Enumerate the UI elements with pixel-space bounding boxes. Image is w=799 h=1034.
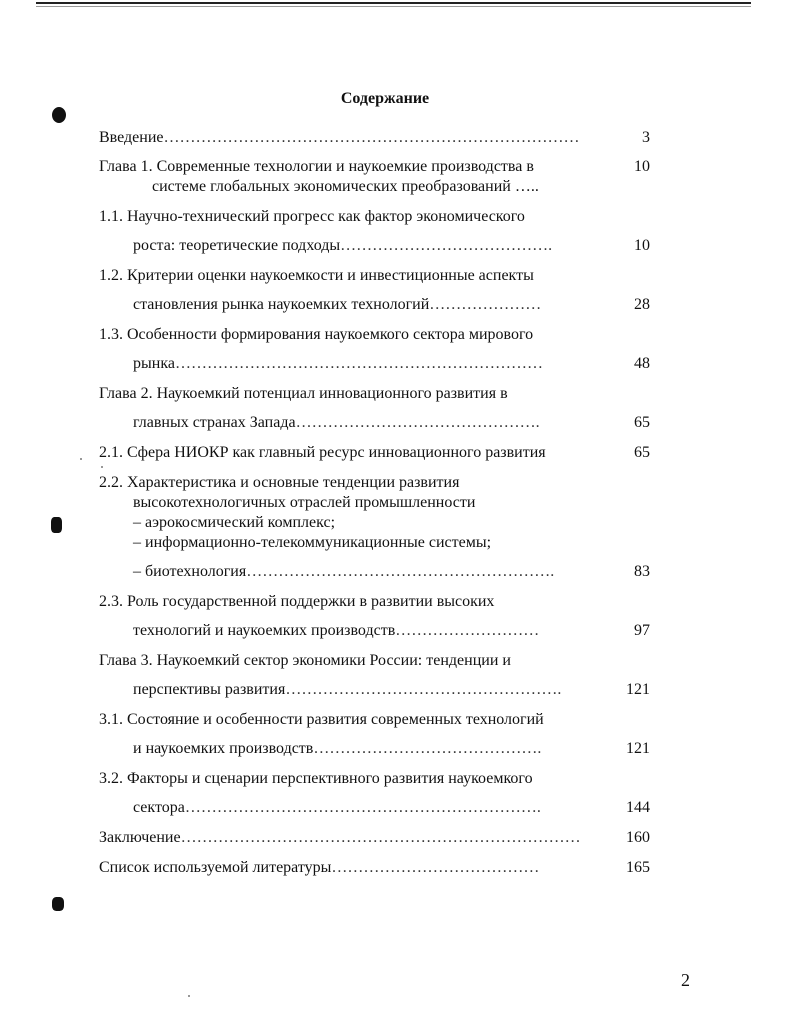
- scan-speck: [80, 458, 82, 460]
- toc-entry-line: 3.2. Факторы и сценарии перспективного развития наукоемкого: [99, 770, 533, 787]
- toc-entry-line: 3.1. Состояние и особенности развития современных технологий: [99, 711, 544, 728]
- toc-page-number: 65: [634, 414, 650, 431]
- toc-entry-line: главных странах Запада……………………………………….: [133, 414, 540, 431]
- toc-entry-line: становления рынка наукоемких технологий…………………: [133, 296, 542, 313]
- scan-hole-mark: [52, 107, 66, 123]
- top-border-line-thin: [36, 6, 751, 7]
- toc-entry-line: 1.3. Особенности формирования наукоемкого сектора мирового: [99, 326, 534, 343]
- toc-page-number: 10: [634, 237, 650, 254]
- toc-entry-line: Глава 3. Наукоемкий сектор экономики России: тенденции и: [99, 652, 511, 669]
- toc-page-number: 3: [642, 129, 650, 146]
- toc-entry-line: – информационно-телекоммуникационные системы;: [133, 534, 492, 551]
- toc-entry-line: – биотехнология………………………………………………….: [133, 563, 555, 580]
- toc-page-number: 48: [634, 355, 650, 372]
- toc-entry-line: Глава 2. Наукоемкий потенциал инновационного развития в: [99, 385, 508, 402]
- toc-entry-line: технологий и наукоемких производств………………………: [133, 622, 540, 639]
- toc-entry-line: высокотехнологичных отраслей промышленности: [133, 494, 476, 511]
- toc-entry-line: Список используемой литературы…………………………………: [99, 859, 540, 876]
- toc-entry-line: сектора………………………………………………………….: [133, 799, 541, 816]
- toc-entry-line: 2.2. Характеристика и основные тенденции развития: [99, 474, 460, 491]
- scan-hole-mark: [51, 517, 62, 533]
- toc-page-number: 83: [634, 563, 650, 580]
- toc-page-number: 165: [626, 859, 650, 876]
- toc-page-number: 97: [634, 622, 650, 639]
- toc-entry-line: Введение……………………………………………………………………: [99, 129, 580, 146]
- toc-entry-line: 1.1. Научно-технический прогресс как фактор экономического: [99, 208, 525, 225]
- toc-entry-line: системе глобальных экономических преобразований …..: [152, 178, 539, 195]
- toc-entry-line: 2.3. Роль государственной поддержки в развитии высоких: [99, 593, 495, 610]
- scan-speck: [101, 466, 103, 468]
- toc-entry-line: и наукоемких производств…………………………………….: [133, 740, 542, 757]
- toc-page-number: 28: [634, 296, 650, 313]
- scan-speck: [188, 995, 190, 997]
- page-number: 2: [681, 970, 690, 990]
- toc-entry-line: рынка……………………………………………………………: [133, 355, 543, 372]
- toc-page-number: 65: [634, 444, 650, 461]
- toc-entry-line: перспективы развития…………………………………………….: [133, 681, 562, 698]
- toc-page-number: 10: [634, 158, 650, 175]
- toc-page-number: 144: [626, 799, 650, 816]
- toc-entry-line: Глава 1. Современные технологии и наукоемкие производства в: [99, 158, 534, 175]
- toc-entry-line: 2.1. Сфера НИОКР как главный ресурс инновационного развития: [99, 444, 546, 461]
- toc-entry-line: – аэрокосмический комплекс;: [133, 514, 336, 531]
- toc-entry-line: 1.2. Критерии оценки наукоемкости и инвестиционные аспекты: [99, 267, 534, 284]
- scan-hole-mark: [52, 897, 64, 911]
- toc-entry-line: Заключение…………………………………………………………………: [99, 829, 581, 846]
- page-title: Содержание: [340, 90, 430, 107]
- toc-page-number: 160: [626, 829, 650, 846]
- toc-page-number: 121: [626, 740, 650, 757]
- toc-page-number: 121: [626, 681, 650, 698]
- toc-entry-line: роста: теоретические подходы………………………………….: [133, 237, 553, 254]
- top-border-line: [36, 2, 751, 4]
